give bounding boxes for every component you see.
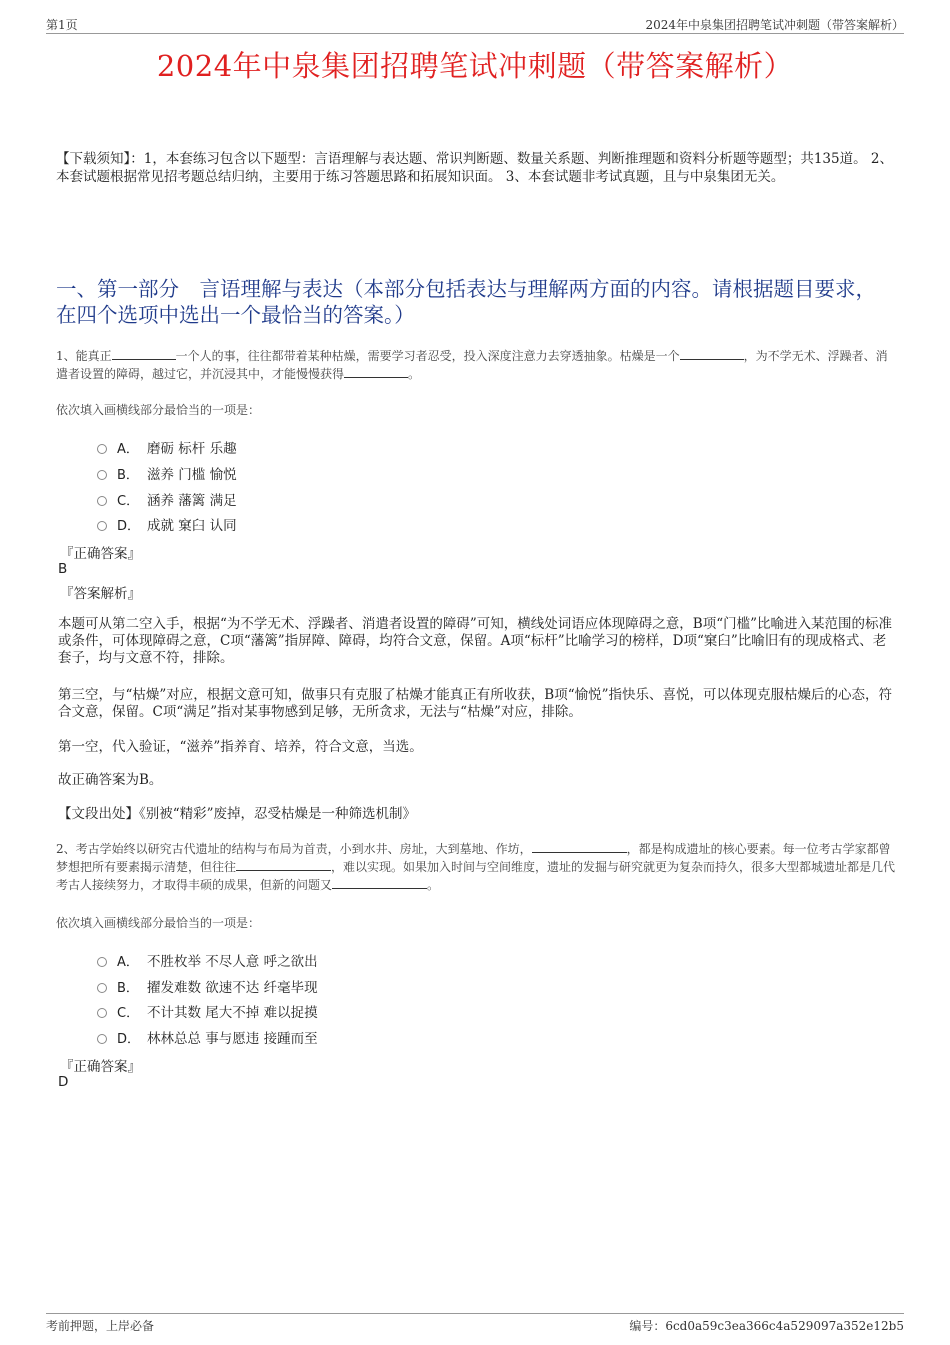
fill-blank — [532, 840, 627, 853]
question-1-stem — [56, 347, 896, 383]
option-key: D． — [117, 1031, 141, 1047]
correct-answer: B — [58, 561, 68, 577]
option-key: A． — [117, 441, 139, 457]
question-1-option-a[interactable] — [97, 437, 237, 457]
option-key: A． — [117, 954, 139, 970]
question-1-prompt: 依次填入画横线部分最恰当的一项是： — [56, 403, 261, 417]
answer-label: 『正确答案』 — [60, 1059, 141, 1075]
option-text: 涵养 藩篱 满足 — [147, 493, 237, 509]
option-text: 滋养 门槛 愉悦 — [147, 467, 237, 483]
radio-button[interactable] — [97, 983, 107, 993]
option-key: C． — [117, 493, 140, 509]
header-doc-title: 2024年中泉集团招聘笔试冲刺题（带答案解析） — [645, 18, 904, 32]
option-text: 磨砺 标杆 乐趣 — [147, 441, 237, 457]
source-citation: 【文段出处】《别被“精彩”废掉，忍受枯燥是一种筛选机制》 — [58, 806, 417, 822]
question-2-option-d[interactable] — [97, 1027, 318, 1047]
radio-button[interactable] — [97, 1008, 107, 1018]
page-footer — [46, 1313, 904, 1334]
stem-text: 一个人的事，往往都带着某种枯燥，需要学习者忍受，投入深度注意力去穿透抽象。枯燥是一个 — [175, 349, 680, 363]
question-1-option-d[interactable] — [97, 514, 237, 534]
question-2-stem — [56, 840, 896, 894]
stem-text: 。 — [427, 878, 440, 892]
option-key: B． — [117, 467, 139, 483]
option-text: 不胜枚举 不尽人意 呼之欲出 — [147, 954, 318, 970]
fill-blank — [344, 365, 408, 378]
stem-text: ，为不学无术、浮躁者、消遣者设置的障碍，越过它，并沉浸其中，才能慢慢获得 — [56, 349, 888, 381]
analysis-paragraph: 第三空，与“枯燥”对应，根据文意可知，做事只有克服了枯燥才能真正有所收获，B项“愉悦”指快乐、喜悦，可以体现克服枯燥后的心态，符合文意，保留。C项“满足”指对某事物感到足够，无所贪求，无法与“枯燥”对应，排除。 — [58, 687, 893, 720]
question-1-option-b[interactable] — [97, 463, 237, 483]
question-2-option-b[interactable] — [97, 976, 318, 996]
stem-text: ，都是构成遗址的核心要素。每一位考古学家都曾梦想把所有要素揭示清楚，但往往 — [56, 842, 891, 874]
analysis-conclusion: 故正确答案为B。 — [58, 772, 163, 788]
fill-blank — [332, 876, 427, 889]
radio-button[interactable] — [97, 521, 107, 531]
page-header — [46, 14, 904, 34]
option-key: C． — [117, 1005, 140, 1021]
question-2-option-c[interactable] — [97, 1001, 318, 1021]
stem-text: 1、能真正 — [56, 349, 112, 363]
analysis-paragraph: 第一空，代入验证，“滋养”指养育、培养，符合文意，当选。 — [58, 739, 423, 755]
question-2-prompt: 依次填入画横线部分最恰当的一项是： — [56, 916, 261, 930]
download-notice: 【下载须知】：1，本套练习包含以下题型：言语理解与表达题、常识判断题、数量关系题、判断推理题和资料分析题等题型；共135道。 2、本套试题根据常见招考题总结归纳，主要用于练习答题思路和拓展知识面。 3、本套试题非考试真题，且与中泉集团无关。 — [56, 151, 893, 185]
document-id: 编号：6cd0a59c3ea366c4a529097a352e12b5 — [629, 1319, 904, 1333]
fill-blank — [236, 858, 331, 871]
correct-answer: D — [58, 1074, 69, 1090]
fill-blank — [112, 347, 176, 360]
radio-button[interactable] — [97, 957, 107, 967]
fill-blank — [680, 347, 744, 360]
question-2-option-a[interactable] — [97, 950, 318, 970]
option-key: B． — [117, 980, 139, 996]
option-text: 擢发难数 欲速不达 纤毫毕现 — [147, 980, 318, 996]
option-text: 不计其数 尾大不掉 难以捉摸 — [147, 1005, 318, 1021]
option-text: 成就 窠臼 认同 — [147, 518, 237, 534]
radio-button[interactable] — [97, 1034, 107, 1044]
footer-slogan: 考前押题，上岸必备 — [46, 1319, 155, 1333]
option-key: D． — [117, 518, 141, 534]
stem-text: 2、考古学始终以研究古代遗址的结构与布局为首责，小到水井、房址，大到墓地、作坊， — [56, 842, 532, 856]
stem-text: ，难以实现。如果加入时间与空间维度，遗址的发掘与研究就更为复杂而持久，很多大型都城遗址都是几代考古人接续努力，才取得丰硕的成果，但新的问题又 — [56, 860, 896, 892]
answer-label: 『正确答案』 — [60, 546, 141, 562]
analysis-label: 『答案解析』 — [60, 586, 141, 602]
radio-button[interactable] — [97, 444, 107, 454]
question-1-option-c[interactable] — [97, 489, 237, 509]
stem-text: 。 — [408, 367, 421, 381]
section-heading: 一、第一部分 言语理解与表达（本部分包括表达与理解两方面的内容。请根据题目要求，在四个选项中选出一个最恰当的答案。） — [56, 277, 876, 327]
document-title: 2024年中泉集团招聘笔试冲刺题（带答案解析） — [156, 49, 794, 83]
analysis-paragraph: 本题可从第二空入手，根据“为不学无术、浮躁者、消遣者设置的障碍”可知，横线处词语应体现障碍之意，B项“门槛”比喻进入某范围的标准或条件，可体现障碍之意，C项“藩篱”指屏障、障碍，均符合文意，保留。A项“标杆”比喻学习的榜样，D项“窠臼”比喻旧有的现成格式、老套子，均与文意不符，排除。 — [58, 616, 893, 666]
page-number: 第1页 — [46, 18, 78, 32]
radio-button[interactable] — [97, 496, 107, 506]
radio-button[interactable] — [97, 470, 107, 480]
option-text: 林林总总 事与愿违 接踵而至 — [147, 1031, 318, 1047]
